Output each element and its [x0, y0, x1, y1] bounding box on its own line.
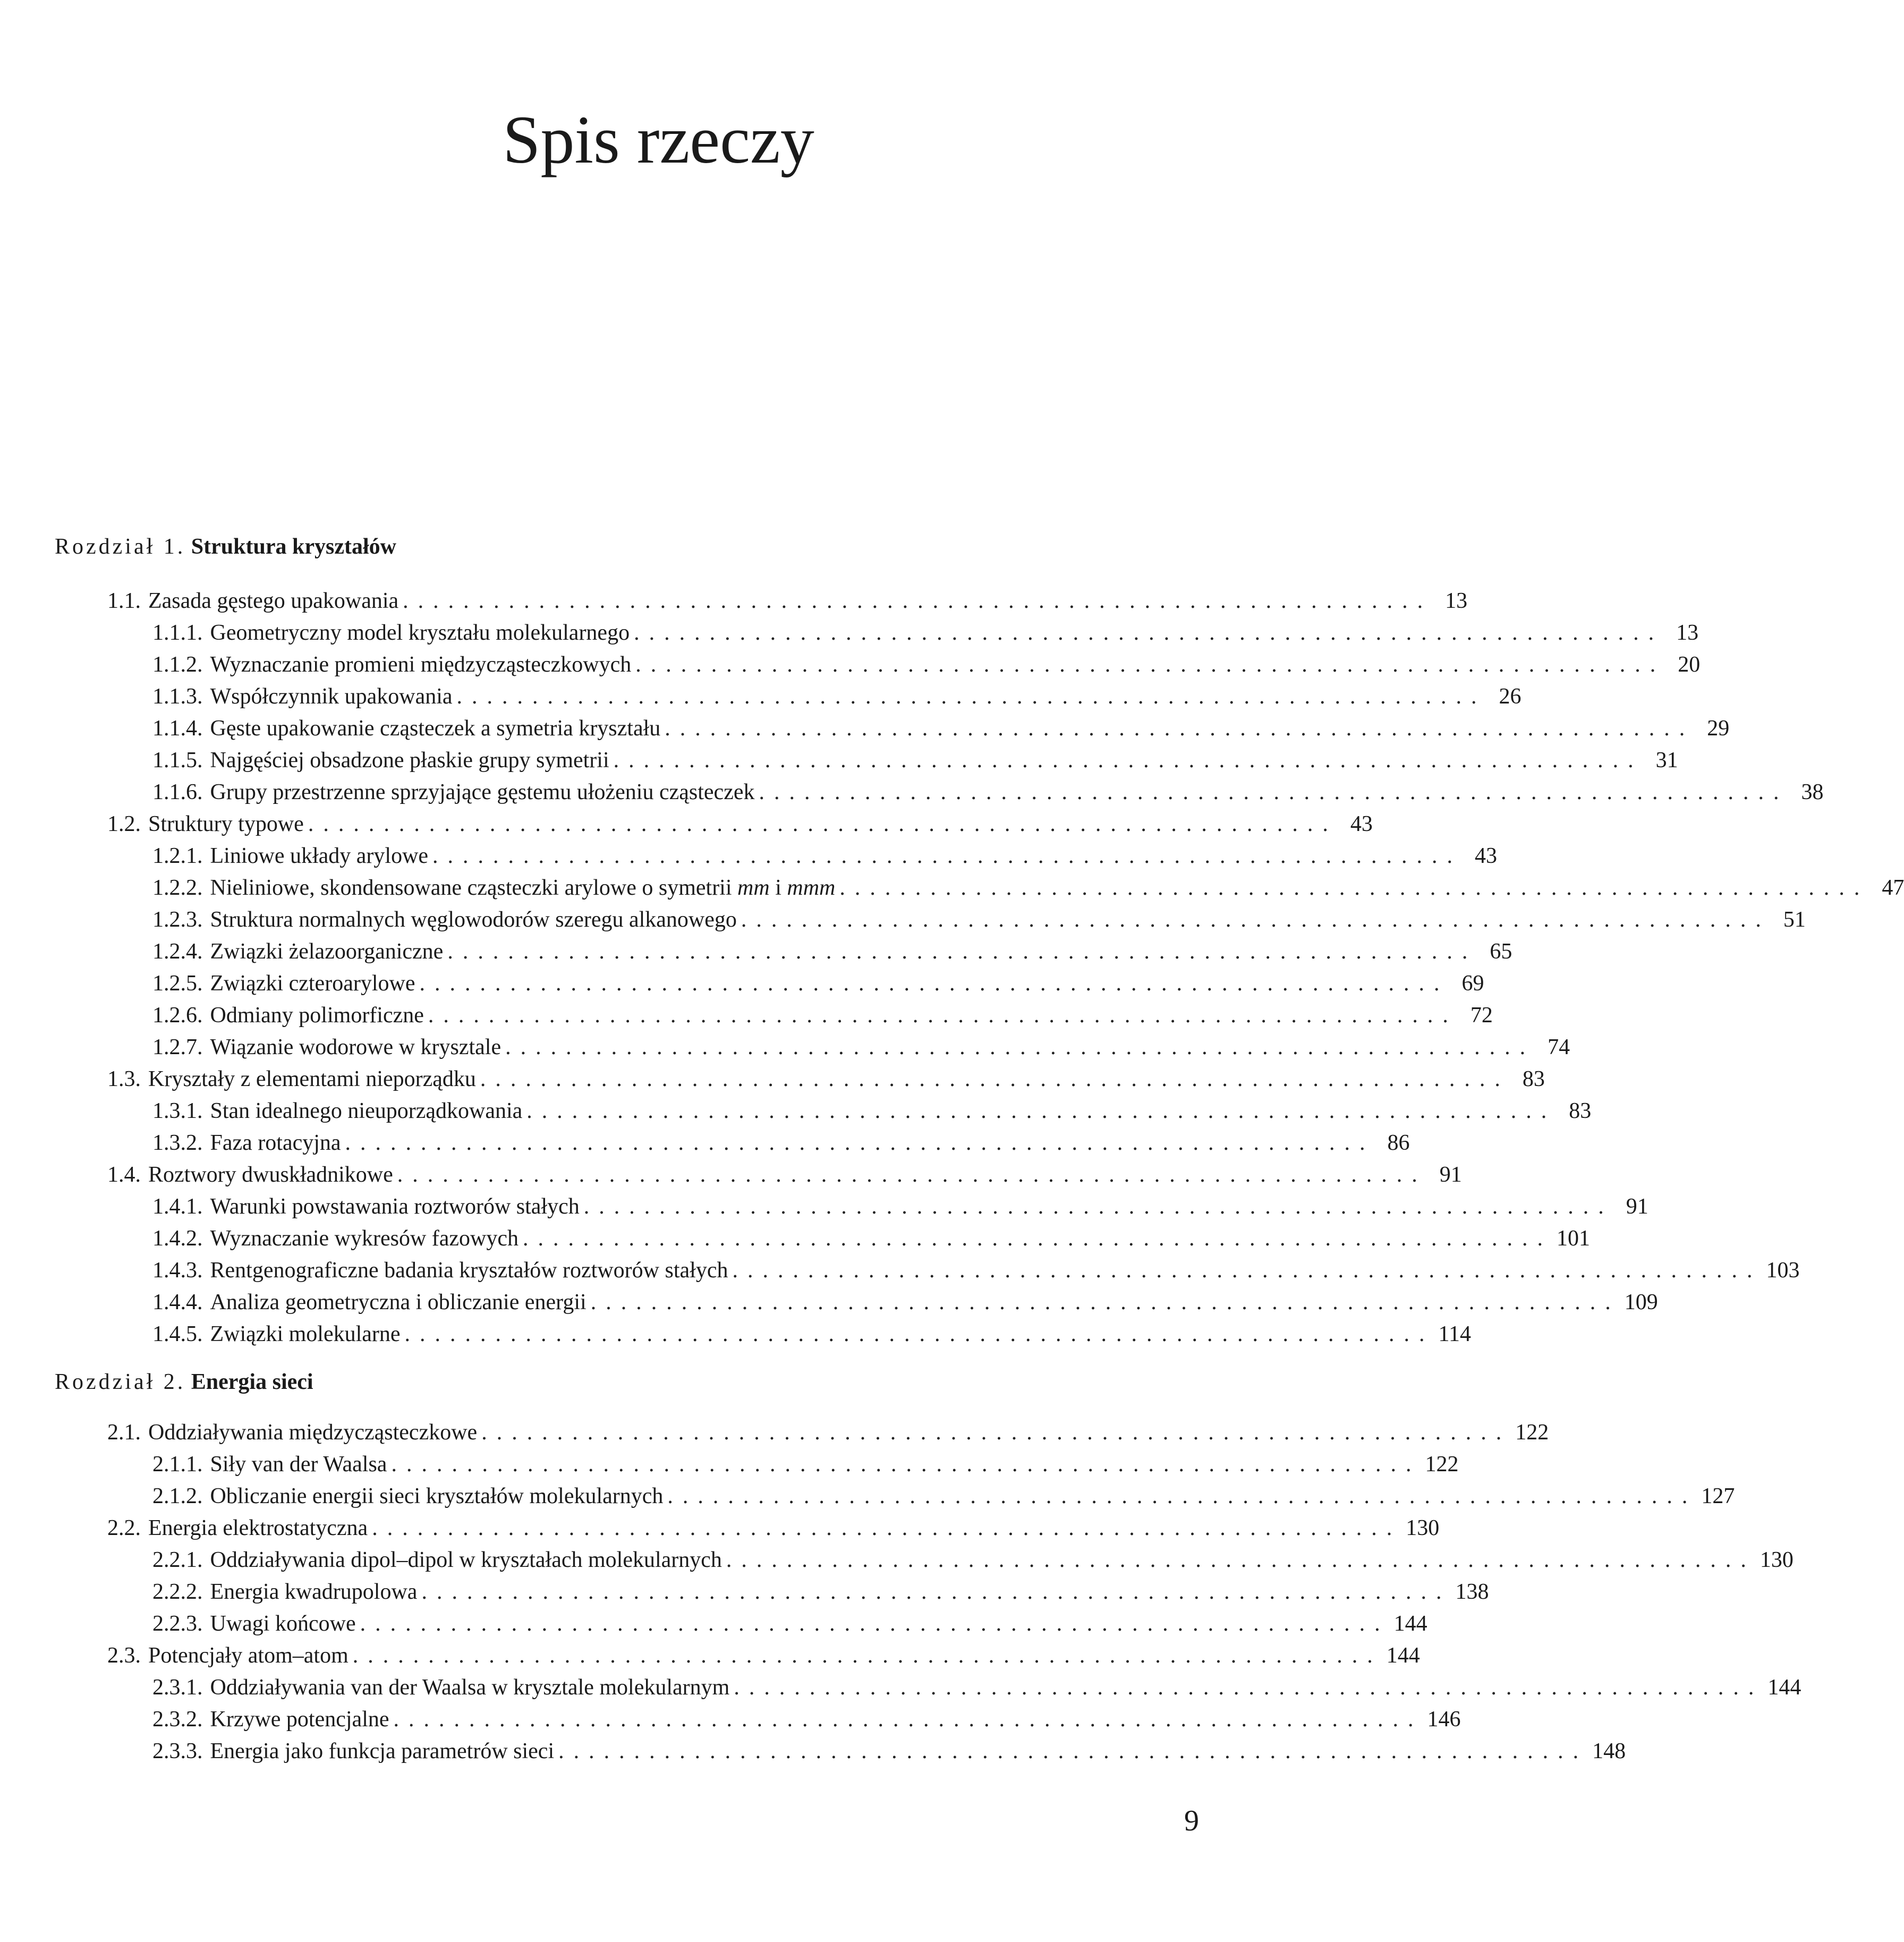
- entry-page: 144: [1767, 1675, 1801, 1700]
- toc-entry[interactable]: [107, 1162, 1462, 1193]
- entry-number: 2.3.: [107, 1643, 141, 1668]
- entry-number: 1.2.: [107, 812, 141, 836]
- entry-number: 1.3.: [107, 1067, 141, 1091]
- entry-title: Związki żelazoorganiczne: [210, 939, 444, 964]
- entry-number: 2.2.2.: [152, 1580, 203, 1604]
- leader-dots: ....................................................................: [526, 1099, 1557, 1123]
- entry-page: 130: [1760, 1548, 1794, 1572]
- toc-entry[interactable]: [152, 620, 1699, 651]
- chapter-title: Struktura kryształów: [191, 535, 396, 559]
- entry-page: 109: [1624, 1290, 1658, 1315]
- entry-number: 1.4.5.: [152, 1322, 203, 1346]
- entry-title: Energia kwadrupolowa: [210, 1580, 418, 1604]
- toc-entry[interactable]: [152, 748, 1678, 778]
- entry-title: Kryształy z elementami nieporządku: [148, 1067, 476, 1091]
- entry-title: Krzywe potencjalne: [210, 1707, 389, 1732]
- entry-number: 1.1.6.: [152, 780, 203, 804]
- toc-entry[interactable]: [152, 1003, 1493, 1033]
- entry-title: Potencjały atom–atom: [148, 1643, 348, 1668]
- entry-title: Stan idealnego nieuporządkowania: [210, 1099, 523, 1123]
- leader-dots: ....................................................................: [741, 908, 1771, 932]
- page-title: Spis rzeczy: [503, 102, 814, 177]
- entry-page: 122: [1515, 1420, 1549, 1445]
- entry-number: 2.3.2.: [152, 1707, 203, 1732]
- entry-number: 1.3.1.: [152, 1099, 203, 1123]
- entry-number: 1.3.2.: [152, 1131, 203, 1155]
- entry-number: 2.1.2.: [152, 1484, 203, 1508]
- leader-dots: ....................................................................: [634, 621, 1664, 645]
- entry-page: 47: [1882, 876, 1904, 900]
- entry-page: 29: [1707, 716, 1730, 741]
- entry-page: 101: [1557, 1226, 1591, 1251]
- entry-title: Siły van der Waalsa: [210, 1452, 387, 1477]
- entry-title: Związki czteroarylowe: [210, 971, 415, 996]
- entry-number: 1.4.1.: [152, 1194, 203, 1219]
- toc-entry[interactable]: [107, 1420, 1549, 1451]
- entry-title-part: Nieliniowe, skondensowane cząsteczki arylowe o symetrii: [210, 876, 732, 900]
- symmetry-symbol: mm: [737, 876, 770, 900]
- entry-title: Gęste upakowanie cząsteczek a symetria kryształu: [210, 716, 661, 741]
- toc-entry[interactable]: [152, 1547, 1794, 1578]
- entry-page: 43: [1475, 844, 1498, 868]
- entry-page: 13: [1445, 589, 1468, 613]
- entry-page: 83: [1522, 1067, 1545, 1091]
- entry-number: 1.1.: [107, 589, 141, 613]
- entry-number: 1.1.5.: [152, 748, 203, 773]
- entry-page: 127: [1701, 1484, 1735, 1508]
- entry-title: Obliczanie energii sieci kryształów molekularnych: [210, 1484, 664, 1508]
- leader-dots: ....................................................................: [667, 1484, 1697, 1508]
- leader-dots: ....................................................................: [613, 748, 1643, 773]
- leader-dots: ....................................................................: [308, 812, 1338, 836]
- leader-dots: ....................................................................: [352, 1643, 1382, 1668]
- entry-number: 2.3.1.: [152, 1675, 203, 1700]
- leader-dots: ....................................................................: [393, 1707, 1423, 1732]
- page-number: 9: [1184, 1804, 1199, 1837]
- entry-page: 51: [1783, 908, 1806, 932]
- chapter-heading: [55, 534, 396, 559]
- leader-dots: ....................................................................: [456, 684, 1486, 709]
- toc-entry[interactable]: [152, 1579, 1489, 1610]
- toc-entry[interactable]: [152, 1034, 1570, 1065]
- leader-dots: ....................................................................: [523, 1226, 1553, 1251]
- entry-title: Najgęściej obsadzone płaskie grupy symetrii: [210, 748, 609, 773]
- entry-title: Roztwory dwuskładnikowe: [148, 1163, 393, 1187]
- leader-dots: ....................................................................: [558, 1739, 1588, 1763]
- entry-page: 83: [1569, 1099, 1592, 1123]
- toc-entry[interactable]: [152, 1194, 1648, 1225]
- toc-entry[interactable]: [152, 1675, 1801, 1706]
- entry-page: 146: [1427, 1707, 1461, 1732]
- entry-number: 1.2.7.: [152, 1035, 203, 1059]
- entry-number: 1.4.2.: [152, 1226, 203, 1251]
- entry-title: Współczynnik upakowania: [210, 684, 453, 709]
- entry-title: Wyznaczanie promieni międzycząsteczkowych: [210, 652, 632, 677]
- toc-entry[interactable]: [152, 1321, 1471, 1352]
- leader-dots: ....................................................................: [345, 1131, 1375, 1155]
- entry-page: 26: [1499, 684, 1522, 709]
- toc-entry[interactable]: [152, 716, 1730, 747]
- entry-number: 1.2.6.: [152, 1003, 203, 1028]
- entry-page: 130: [1406, 1516, 1440, 1540]
- entry-number: 1.1.1.: [152, 621, 203, 645]
- entry-number: 1.2.2.: [152, 876, 203, 900]
- entry-title: Oddziaływania van der Waalsa w krysztale molekularnym: [210, 1675, 730, 1700]
- leader-dots: ....................................................................: [428, 1003, 1458, 1028]
- entry-page: 38: [1801, 780, 1824, 804]
- leader-dots: ....................................................................: [480, 1067, 1510, 1091]
- leader-dots: ....................................................................: [404, 1322, 1434, 1346]
- leader-dots: ....................................................................: [732, 1258, 1762, 1283]
- leader-dots: ....................................................................: [397, 1163, 1427, 1187]
- entry-number: 1.4.4.: [152, 1290, 203, 1315]
- entry-page: 114: [1438, 1322, 1471, 1346]
- entry-number: 1.2.5.: [152, 971, 203, 996]
- entry-number: 2.1.: [107, 1420, 141, 1445]
- leader-dots: ....................................................................: [734, 1675, 1764, 1700]
- toc-entry[interactable]: [152, 684, 1522, 715]
- leader-dots: ....................................................................: [505, 1035, 1535, 1059]
- leader-dots: ....................................................................: [372, 1516, 1402, 1540]
- toc-entry[interactable]: [152, 1130, 1410, 1161]
- entry-page: 144: [1386, 1643, 1420, 1668]
- toc-entry[interactable]: [107, 811, 1373, 842]
- leader-dots: ....................................................................: [665, 716, 1695, 741]
- entry-number: 2.1.1.: [152, 1452, 203, 1477]
- toc-entry[interactable]: [152, 907, 1806, 938]
- entry-title: Oddziaływania międzycząsteczkowe: [148, 1420, 478, 1445]
- toc-entry[interactable]: [152, 1226, 1591, 1257]
- chapter-title: Energia sieci: [191, 1370, 313, 1394]
- toc-entry[interactable]: [152, 1483, 1735, 1514]
- leader-dots: ....................................................................: [759, 780, 1789, 804]
- toc-entry[interactable]: [152, 875, 1904, 906]
- entry-page: 20: [1678, 652, 1701, 677]
- toc-entry[interactable]: [107, 588, 1468, 619]
- toc-entry[interactable]: [107, 1515, 1440, 1546]
- entry-title: Geometryczny model kryształu molekularnego: [210, 621, 630, 645]
- entry-page: 122: [1425, 1452, 1459, 1477]
- leader-dots: ....................................................................: [403, 589, 1433, 613]
- entry-page: 91: [1439, 1163, 1462, 1187]
- toc-entry[interactable]: [152, 1739, 1626, 1769]
- entry-number: 1.1.2.: [152, 652, 203, 677]
- entry-title: Oddziaływania dipol–dipol w kryształach molekularnych: [210, 1548, 722, 1572]
- entry-page: 72: [1470, 1003, 1493, 1028]
- toc-entry[interactable]: [152, 1707, 1461, 1737]
- entry-number: 1.2.1.: [152, 844, 203, 868]
- leader-dots: ....................................................................: [421, 1580, 1451, 1604]
- entry-title: Rentgenograficzne badania kryształów roztworów stałych: [210, 1258, 728, 1283]
- entry-page: 31: [1655, 748, 1678, 773]
- entry-title: Grupy przestrzenne sprzyjające gęstemu ułożeniu cząsteczek: [210, 780, 755, 804]
- toc-entry[interactable]: [152, 1611, 1427, 1642]
- leader-dots: ....................................................................: [583, 1194, 1613, 1219]
- symmetry-symbol: mmm: [787, 876, 836, 900]
- entry-page: 103: [1766, 1258, 1800, 1283]
- entry-page: 144: [1393, 1612, 1427, 1636]
- entry-number: 2.2.: [107, 1516, 141, 1540]
- entry-title: Analiza geometryczna i obliczanie energii: [210, 1290, 586, 1315]
- entry-title: Liniowe układy arylowe: [210, 844, 429, 868]
- entry-title: Struktury typowe: [148, 812, 304, 836]
- entry-number: 1.2.3.: [152, 908, 203, 932]
- entry-number: 1.1.4.: [152, 716, 203, 741]
- entry-page: 13: [1676, 621, 1699, 645]
- entry-title: Zasada gęstego upakowania: [148, 589, 399, 613]
- entry-number: 2.2.3.: [152, 1612, 203, 1636]
- leader-dots: ....................................................................: [590, 1290, 1620, 1315]
- toc-entry[interactable]: [107, 1643, 1420, 1674]
- toc-entry[interactable]: [152, 971, 1484, 1002]
- entry-title: Wiązanie wodorowe w krysztale: [210, 1035, 502, 1059]
- toc-entry[interactable]: [152, 1452, 1459, 1482]
- entry-page: 148: [1592, 1739, 1626, 1763]
- entry-title: Warunki powstawania roztworów stałych: [210, 1194, 580, 1219]
- toc-entry[interactable]: [107, 1066, 1545, 1097]
- toc-entry[interactable]: [152, 1258, 1800, 1288]
- entry-number: 2.2.1.: [152, 1548, 203, 1572]
- leader-dots: ....................................................................: [447, 939, 1477, 964]
- leader-dots: ....................................................................: [360, 1612, 1390, 1636]
- entry-number: 1.4.3.: [152, 1258, 203, 1283]
- entry-title: Wyznaczanie wykresów fazowych: [210, 1226, 519, 1251]
- leader-dots: ....................................................................: [839, 876, 1869, 900]
- toc-entry[interactable]: [152, 1290, 1658, 1320]
- entry-page: 65: [1490, 939, 1512, 964]
- toc-entry[interactable]: [152, 652, 1701, 683]
- entry-number: 2.3.3.: [152, 1739, 203, 1763]
- entry-page: 91: [1626, 1194, 1648, 1219]
- entry-page: 43: [1350, 812, 1373, 836]
- entry-number: 1.4.: [107, 1163, 141, 1187]
- entry-title: Odmiany polimorficzne: [210, 1003, 424, 1028]
- entry-number: 1.2.4.: [152, 939, 203, 964]
- chapter-label: Rozdział 2.: [55, 1370, 186, 1394]
- entry-number: 1.1.3.: [152, 684, 203, 709]
- entry-title: Struktura normalnych węglowodorów szeregu alkanowego: [210, 908, 737, 932]
- chapter-label: Rozdział 1.: [55, 535, 186, 559]
- leader-dots: ....................................................................: [726, 1548, 1756, 1572]
- entry-title: Faza rotacyjna: [210, 1131, 341, 1155]
- leader-dots: ....................................................................: [481, 1420, 1511, 1445]
- entry-title: Uwagi końcowe: [210, 1612, 356, 1636]
- entry-page: 74: [1548, 1035, 1570, 1059]
- toc-entry[interactable]: [152, 779, 1824, 810]
- entry-page: 86: [1387, 1131, 1410, 1155]
- leader-dots: ....................................................................: [391, 1452, 1421, 1477]
- chapter-heading: [55, 1369, 313, 1395]
- entry-page: 69: [1461, 971, 1484, 996]
- toc-entry[interactable]: [152, 1098, 1592, 1129]
- leader-dots: ....................................................................: [635, 652, 1665, 677]
- leader-dots: ....................................................................: [419, 971, 1449, 996]
- entry-title: Związki molekularne: [210, 1322, 401, 1346]
- leader-dots: ....................................................................: [432, 844, 1463, 868]
- toc-entry[interactable]: [152, 843, 1498, 874]
- entry-title-part: i: [775, 876, 781, 900]
- entry-page: 138: [1455, 1580, 1489, 1604]
- entry-title: Energia elektrostatyczna: [148, 1516, 368, 1540]
- entry-title: Energia jako funkcja parametrów sieci: [210, 1739, 555, 1763]
- entry-title: [210, 875, 836, 901]
- toc-entry[interactable]: [152, 939, 1512, 970]
